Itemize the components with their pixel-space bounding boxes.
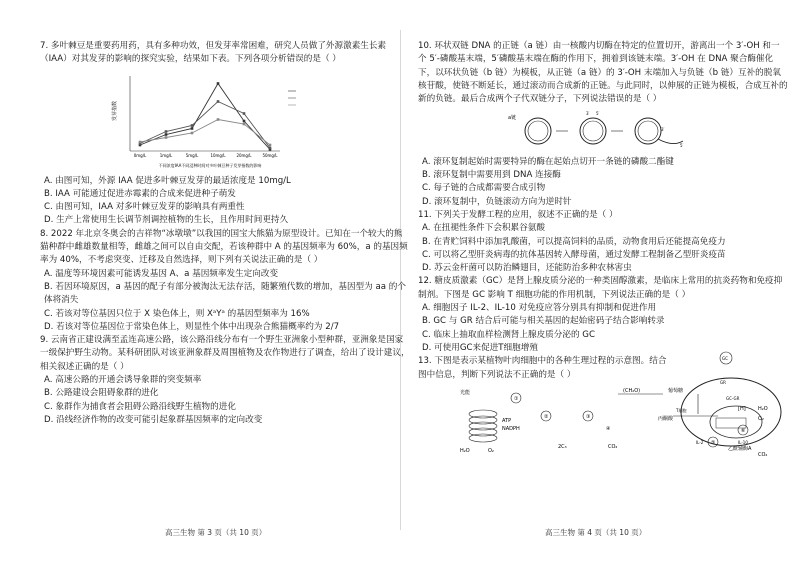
- q10-label-5p: 5′: [596, 111, 600, 117]
- q12-option-b: B. GC 与 GR 结合后可能与相关基因的起始密码子结合影响转录: [422, 316, 665, 327]
- q7-data-point: [217, 82, 220, 85]
- q13-label-light: 光能: [460, 389, 471, 396]
- q7-x-tick-label: 50mg/L: [262, 152, 278, 158]
- q7-data-point: [243, 122, 246, 125]
- q10-option-d: D. 滚环复制中，负链滚动方向为逆时针: [422, 196, 572, 207]
- q7-line-chart: [110, 71, 320, 171]
- q7-data-point: [191, 127, 194, 130]
- q8-option-c: C. 若该对等位基因只位于 X 染色体上，则 XᵃYᵃ 的基因型频率为 16%: [44, 308, 310, 319]
- q12-label-il10: IL-10: [738, 440, 748, 445]
- q7-data-point: [191, 124, 194, 127]
- q8-option-a: A. 温度等环境因素可能诱发基因 A、a 基因频率发生定向改变: [44, 268, 279, 279]
- q7-x-tick-label: 1mg/L: [159, 152, 173, 158]
- q7-data-point: [165, 136, 168, 139]
- q13-label-ch2o: (CH₂O): [623, 387, 641, 394]
- left-page: [40, 40, 410, 427]
- q10-label-3p-b: 3′: [661, 127, 665, 133]
- q7-chart: [110, 71, 320, 171]
- q13-circle-2: ②: [544, 413, 549, 420]
- q9-option-a: A. 高速公路的开通会诱导象群的突变频率: [44, 375, 202, 386]
- q13-label-2c3: 2C₃: [558, 443, 567, 450]
- q10-rolling-circle-figure: [508, 109, 698, 147]
- q13-label-o2-b: O₂: [758, 415, 764, 422]
- q13-label-o2: O₂: [488, 447, 494, 454]
- q13-label-co2: CO₂: [608, 443, 618, 450]
- q12-option-d: D. 可使用GC来促进T细胞增殖: [422, 342, 538, 353]
- footer-left: 高三生物 第 3 页（共 10 页）: [165, 528, 267, 537]
- q7-series-line: [140, 83, 270, 149]
- q7-data-point: [243, 119, 246, 122]
- q12-label-gcgr: GC-GR: [726, 396, 740, 401]
- q10-label-5p-b: 5′: [680, 143, 684, 148]
- q10-option-b: B. 滚环复制中需要用到 DNA 连接酶: [422, 170, 561, 181]
- q13-circle-3: ③: [586, 413, 591, 420]
- q7-option-b: B. IAA 可能通过促进赤霉素的合成来促进种子萌发: [44, 188, 236, 199]
- q9-option-d: D. 沿线经济作物的改变可能引起象群基因频率的定向改变: [44, 414, 263, 425]
- q7-data-point: [243, 112, 246, 115]
- q13-label-glucose: 葡萄糖: [668, 387, 684, 394]
- q8-option-d: D. 若该对等位基因位于常染色体上，则显性个体中出现杂合熊猫概率约为 2/7: [44, 321, 340, 332]
- q7-x-tick-label: 5mg/L: [185, 152, 199, 158]
- q10-option-a: A. 滚环复制起始时需要特异的酶在起始点切开一条链的磷酸二酯键: [422, 156, 674, 167]
- q10-label-3p: 3′: [586, 111, 590, 117]
- q7-x-tick-label: 20mg/L: [236, 152, 252, 158]
- q7-data-point: [269, 143, 272, 146]
- q13-label-h2o-b: H₂O: [758, 405, 768, 412]
- q13-label-h: [H]: [738, 405, 746, 412]
- q7-data-point: [165, 130, 168, 133]
- q13-label-atp: ATP: [502, 417, 512, 424]
- q12-option-a: A. 细胞因子 IL-2、IL-10 对免疫应答分别具有抑制和促进作用: [422, 303, 657, 314]
- q7-option-d: D. 生产上常使用生长调节剂调控植物的生长，且作用时间更持久: [44, 215, 289, 226]
- q13-label-pyruvate: 丙酮酸: [658, 415, 674, 422]
- q12-label-gr: GR: [720, 380, 726, 385]
- q13-circle-1: ①: [514, 395, 519, 402]
- q10-option-c: C. 每子链的合成都需要合成引物: [422, 183, 546, 194]
- q9-option-c: C. 象群作为捕食者会阻碍公路沿线野生植物的进化: [44, 401, 236, 412]
- q7-option-c: C. 由图可知，IAA 对多叶棘豆发芽的影响具有两重性: [44, 202, 245, 213]
- q12-stem: 12. 糖皮质激素（GC）是肾上腺皮质分泌的一种类固醇激素，是临床上常用的抗炎药物和免疫抑制剂。下图是 GC 影响 T 细胞功能的作用机制，下列说法正确的是（ ）: [418, 276, 783, 300]
- q13-label-acetylcoa: 乙酰辅酶A: [728, 445, 752, 452]
- q7-data-point: [165, 133, 168, 136]
- q13-circle-6: ⑥: [741, 427, 746, 434]
- q10-label-a: a链: [508, 115, 517, 122]
- q7-ylabel: 发芽指数: [112, 100, 118, 121]
- q7-series-line: [140, 101, 270, 148]
- q7-option-a: A. 由图可知，外源 IAA 促进多叶棘豆发芽的最适浓度是 10mg/L: [44, 175, 291, 186]
- q7-x-tick-label: 0mg/L: [133, 152, 147, 158]
- q7-data-point: [139, 140, 142, 143]
- q12-label-tcell: T细胞: [676, 408, 687, 413]
- q13-circle-4: ④: [606, 425, 611, 432]
- q7-data-point: [269, 146, 272, 149]
- q9-stem: 9. 云南省正建设满至孟连高速公路，该公路沿线分布有一个野生亚洲象小型种群，亚洲象是国家一级保护野生动物。某科研团队对该亚洲象群及周围植物及农作物进行了调查，给出了设计建议，相关叙述正确的是（ ）: [40, 335, 410, 372]
- q7-chart-caption: 不同浓度IAA不同浸种时间对多叶棘豆种子发芽指数的影响: [158, 162, 262, 168]
- q7-data-point: [191, 131, 194, 134]
- q8-stem: 8. 2022 年北京冬奥会的吉祥物“冰墩墩”以我国的国宝大熊猫为原型设计。已知在一个较大的熊猫种群中雌雄数量相等，雌雄之间可以自由交配，若该种群中 A 的基因频率为 60%，a 的基因频率为 40%，不考虑突变、迁移及自然选择，则下列有关说法正确的是（ ）: [40, 228, 408, 266]
- q13-circle-5: ⑤: [711, 439, 716, 446]
- q13-label-nadph: NADPH: [502, 425, 520, 432]
- q12-label-il2: IL-2: [696, 440, 704, 445]
- q11-option-a: A. 在扭褪性条件下会积累谷氨酸: [422, 223, 545, 234]
- q7-x-tick-label: 10mg/L: [210, 152, 226, 158]
- q7-data-point: [217, 118, 220, 121]
- q11-option-b: B. 在青贮饲料中添加乳酸菌，可以提高饲料的品质，动物食用后还能提高免疫力: [422, 236, 726, 247]
- q11-option-c: C. 可以将乙型肝炎病毒的抗体基因转入酵母菌，通过发酵工程制备乙型肝炎疫苗: [422, 249, 726, 260]
- q13-label-co2-b: CO₂: [758, 451, 768, 458]
- q13-stem: 13. 下图是表示某植物叶肉细胞中的各种生理过程的示意图。结合图中信息，判断下列说法不正确的是（ ）: [418, 356, 667, 380]
- q11-stem: 11. 下列关于发酵工程的应用，叙述不正确的是（ ）: [418, 209, 618, 220]
- q7-series-line: [140, 119, 270, 145]
- q12-label-gc: GC: [722, 356, 728, 361]
- q7-stem: 7. 多叶棘豆是重要药用药，具有多种功效，但发芽率常困难，研究人员做了外源激素生长素（IAA）对其发芽的影响的探究实验，结果如下表。下列各项分析错误的是（ ）: [40, 41, 387, 65]
- q7-data-point: [217, 100, 220, 103]
- q9-option-b: B. 公路建设会阻碍象群的进化: [44, 388, 159, 399]
- footer-right: 高三生物 第 4 页（共 10 页）: [545, 528, 647, 537]
- right-page: [418, 40, 788, 463]
- q13-label-h2o: H₂O: [460, 447, 470, 454]
- q8-option-b: B. 若因环境原因，a 基因的配子有部分被淘汰无法存活，随繁殖代数的增加，基因型为 aa 的个体将消失: [44, 281, 406, 306]
- q12-tcell-figure: [676, 350, 786, 450]
- q11-option-d: D. 苏云金杆菌可以防治鳞翅目，还能防治多种农林害虫: [422, 263, 632, 274]
- q12-option-c: C. 临床上抽取血样检测肾上腺皮质分泌的 GC: [422, 329, 595, 340]
- q10-stem: 10. 环状双链 DNA 的正链（a 链）由一核酸内切酶在特定的位置切开，游离出一个 3′-OH 和一个 5′-磷酸基末端，5′磷酸基末端在酶的作用下，拥着到该链末端。3′-OH 在 DNA 聚合酶催化下，以环状负链（b 链）为模板，从正链（a 链）的 3′-OH 末端加入与负链（b 链）互补的脱氧核苷酸，使链不断延长，通过滚动而合成新的正链。与此同时，以伸展的正链为模板，合成互补的新的负链。最后合成两个子代双链分子，下列说法错误的是（ ）: [418, 41, 788, 105]
